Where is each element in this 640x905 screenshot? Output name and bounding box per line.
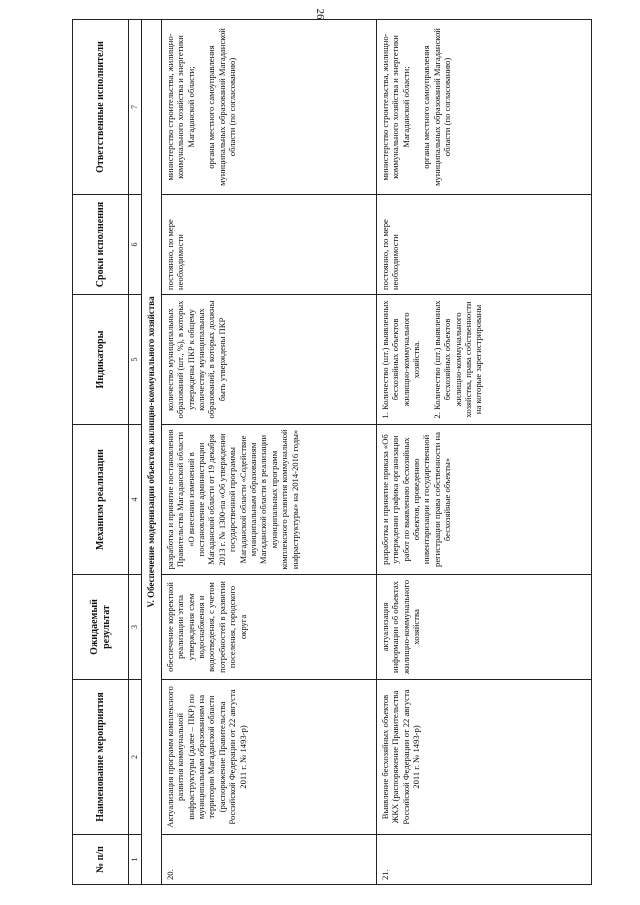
column-number: 1	[129, 835, 142, 885]
measure-name: Актуализация программ комплексного развития коммунальной инфраструктуры (далее – ПКР) по муниципальным образованиям на территории Магаданской области (распоряжение Правительства Российской Федерации от 22 августа 2011 г. № 1493-р)	[161, 680, 376, 835]
column-number: 5	[129, 295, 142, 425]
column-number: 2	[129, 680, 142, 835]
table-row	[376, 20, 591, 885]
indicators: количество муниципальных образований (шт., %), в которых утверждены ПКР к общему количеству муниципальных образований, в которых должны быть утверждены ПКР	[161, 295, 376, 425]
header-cell: Наименование мероприятия	[73, 680, 129, 835]
column-number: 6	[129, 195, 142, 295]
header-cell: Ожидаемый результат	[73, 575, 129, 680]
implementation-mechanism: разработка и принятие постановления Правительства Магаданской области «О внесении изменений в постановление администрации Магаданской области от 19 декабря 2013 г. № 1300-па «Об утверждении государственной программы Магаданской области «Содействие муниципальным образованиям Магаданской области в реализации муниципальных программ комплексного развития коммунальной инфраструктуры» на 2014-2016 годы»	[161, 425, 376, 575]
measures-table	[72, 19, 592, 885]
page-number: 26	[314, 8, 326, 20]
expected-result: обеспечение корректной реализации этапа утверждения схем водоснабжения и водоотведения, с учетом потребностей в развитии поселения, городского округа	[161, 575, 376, 680]
section-title: V. Обеспечение модернизации объектов жилищно-коммунального хозяйства	[142, 20, 161, 885]
responsible-executors: министерство строительства, жилищно-коммунального хозяйства и энергетики Магаданской области; органы местного самоуправления муниципальных образований Магаданской области (по согласованию)	[161, 20, 376, 195]
header-cell: Ответственные исполнители	[73, 20, 129, 195]
header-cell: Индикаторы	[73, 295, 129, 425]
indicators: 1. Количество (шт.) выявленных бесхозяйных объектов жилищно-коммунального хозяйства. 2. Количество (шт.) выявленных бесхозяйных объектов жилищно-коммунального хозяйства, права собственности на которые зарегистрированы	[376, 295, 591, 425]
responsible-executors: министерство строительства, жилищно-коммунального хозяйства и энергетики Магаданской области; органы местного самоуправления муниципальных образований Магаданской области (по согласованию)	[376, 20, 591, 195]
column-number: 7	[129, 20, 142, 195]
row-number: 21.	[376, 835, 591, 885]
header-cell: Сроки исполнения	[73, 195, 129, 295]
implementation-mechanism: разработка и принятие приказа «Об утверждении графика организации работ по выявлению бесхозяйных объектов, проведению инвентаризации и государственной регистрации права собственности на бесхозяйные объекты»	[376, 425, 591, 575]
column-number-row	[129, 20, 142, 885]
section-row	[142, 20, 161, 885]
expected-result: актуализация информации об объектах жилищно-коммунального хозяйства	[376, 575, 591, 680]
header-cell: № п/п	[73, 835, 129, 885]
header-cell: Механизм реализации	[73, 425, 129, 575]
column-number: 4	[129, 425, 142, 575]
terms: постоянно, по мере необходимости	[376, 195, 591, 295]
rotated-table-container	[72, 20, 632, 885]
row-number: 20.	[161, 835, 376, 885]
column-number: 3	[129, 575, 142, 680]
terms: постоянно, по мере необходимости	[161, 195, 376, 295]
table-row	[161, 20, 376, 885]
measure-name: Выявление бесхозяйных объектов ЖКХ (распоряжение Правительства Российской Федерации от 22 августа 2011 г. № 1493-р)	[376, 680, 591, 835]
header-row	[73, 20, 129, 885]
